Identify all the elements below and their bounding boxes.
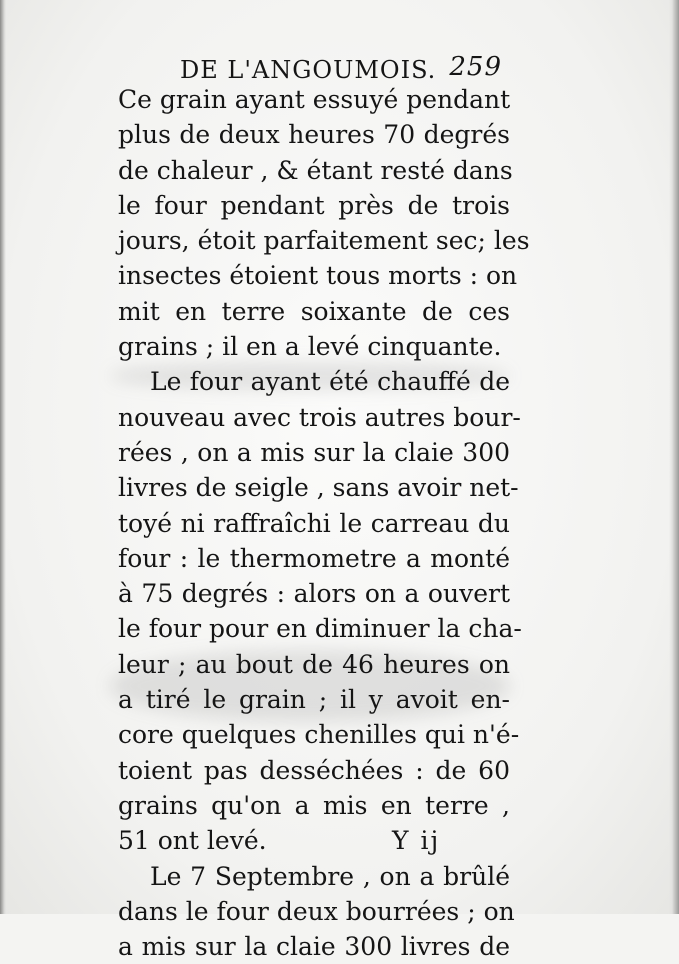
page-edge-left	[0, 0, 6, 914]
text-line: leur ; au bout de 46 heures on	[118, 649, 510, 679]
page-edge-right	[669, 0, 679, 914]
text-line: a mis sur la claie 300 livres de	[118, 932, 510, 962]
running-head: DE L'ANGOUMOIS.	[180, 56, 437, 84]
text-line: grains qu'on a mis en terre ,	[118, 790, 510, 820]
text-line: core quelques chenilles qui n'é-	[118, 720, 520, 750]
text-line: dans le four deux bourrées ; on	[118, 896, 515, 926]
text-line: plus de deux heures 70 degrés	[118, 120, 510, 150]
text-line: toyé ni raffraîchi le carreau du	[118, 508, 510, 538]
text-line: à 75 degrés : alors on a ouvert	[118, 579, 510, 609]
text-line: livres de seigle , sans avoir net-	[118, 473, 519, 503]
text-line: nouveau avec trois autres bour-	[118, 402, 521, 432]
page-number: 259	[449, 52, 502, 82]
text-line: le four pendant près de trois	[118, 190, 510, 220]
body-text	[118, 82, 530, 964]
text-line: toient pas desséchées : de 60	[118, 755, 510, 785]
text-line: jours, étoit parfaitement sec; les	[118, 226, 530, 256]
text-line: four : le thermometre a monté	[118, 543, 510, 573]
text-line: a tiré le grain ; il y avoit en-	[118, 685, 510, 715]
text-line: grains ; il en a levé cinquante.	[118, 332, 502, 362]
paragraph-start-line: Le 7 Septembre , on a brûlé	[150, 861, 510, 891]
text-line: rées , on a mis sur la claie 300	[118, 437, 510, 467]
paragraph-start-line: Le four ayant été chauffé de	[150, 367, 510, 397]
text-line: Ce grain ayant essuyé pendant	[118, 85, 511, 114]
text-line: le four pour en diminuer la cha-	[118, 614, 522, 644]
text-line: de chaleur , & étant resté dans	[118, 155, 513, 185]
text-line: 51 ont levé.	[118, 826, 267, 856]
text-line: mit en terre soixante de ces	[118, 296, 510, 326]
signature-mark: Y ij	[392, 826, 441, 855]
text-line: insectes étoient tous morts : on	[118, 261, 518, 291]
